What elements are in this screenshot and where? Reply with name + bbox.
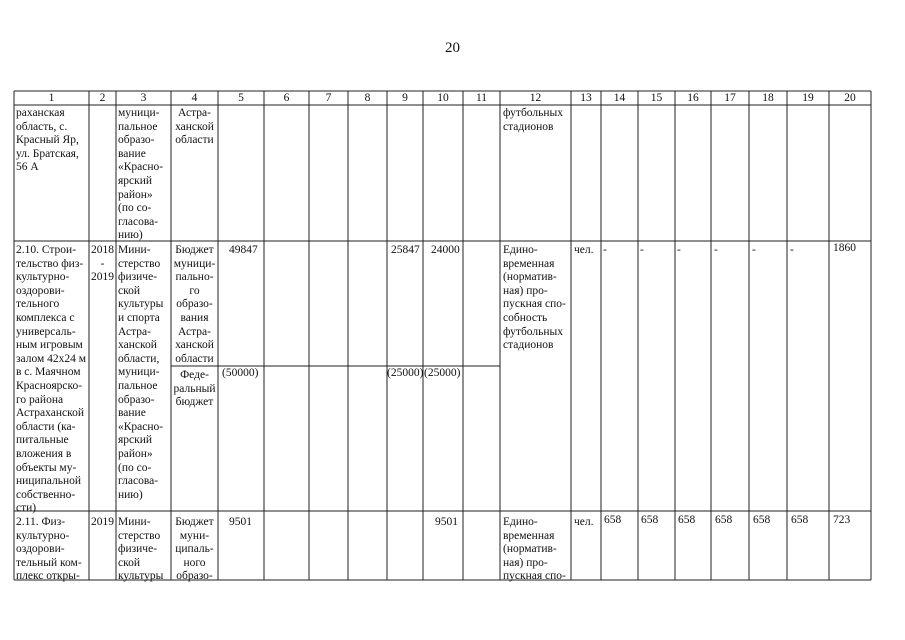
col-header-16: 16 (687, 92, 699, 104)
row-2-11-source: Бюджет муни- ципаль- ного образо- (175, 516, 214, 583)
row-2-11-value-19: 658 (791, 514, 809, 526)
col-header-14: 14 (613, 92, 626, 104)
row-2-11-unit: чел. (574, 516, 594, 528)
row-2-11-value-17: 658 (715, 514, 733, 526)
row-2-10-2018-federal: (25000) (387, 367, 424, 379)
col-header-10: 10 (437, 92, 449, 104)
row-2-10-total-federal: (50000) (222, 367, 259, 379)
row-2-10-2019-local: 24000 (431, 244, 460, 256)
row-2-10-indicator: Едино- временная (норматив- ная) про- пускная спо- собность футбольных стадионов (503, 244, 566, 352)
row-2-11-value-15: 658 (641, 514, 659, 526)
cont-row-indicator: футбольных стадионов (503, 107, 564, 133)
row-2-10-years: 2018 - 2019 (91, 244, 114, 284)
row-2-11-indicator: Едино- временная (норматив- ная) про- пускная спо- (503, 516, 566, 583)
row-2-10-unit: чел. (574, 244, 594, 256)
row-2-10-name: 2.10. Строи- тельство физ- культурно- оздорови- тельного комплекса с универсаль- ным игровым залом 42х24 м в с. Маячном Красноярско- го района Астраханской области (ка- питальные вложения в объекты му- ниципальной собственно- сти) (16, 244, 87, 515)
row-2-11-value-18: 658 (753, 514, 771, 526)
cont-row-address: раханская область, с. Красный Яр, ул. Братская, 56 А (16, 107, 79, 174)
row-2-11-executor: Мини- стерство физиче- ской культуры (118, 516, 164, 583)
col-header-1: 1 (48, 92, 55, 104)
row-2-11-value-14: 658 (604, 514, 622, 526)
row-2-10-2019-federal: (25000) (424, 367, 461, 379)
col-header-7: 7 (325, 92, 332, 104)
col-header-2: 2 (99, 92, 106, 104)
col-header-5: 5 (238, 92, 244, 104)
row-2-10-value-14: - (603, 244, 607, 256)
col-header-12: 12 (529, 92, 542, 104)
row-2-11-value-20: 723 (833, 514, 851, 526)
row-2-11-years: 2019 (91, 516, 114, 528)
page-number: 20 (445, 40, 460, 56)
col-header-3: 3 (140, 92, 147, 104)
col-header-15: 15 (650, 92, 663, 104)
col-header-18: 18 (762, 92, 774, 104)
col-header-4: 4 (191, 92, 198, 104)
row-2-10-source-federal: Феде- ральный бюджет (173, 369, 216, 409)
col-header-8: 8 (364, 92, 371, 104)
row-2-10-value-19: - (790, 244, 794, 256)
col-header-17: 17 (724, 92, 736, 104)
col-header-9: 9 (402, 92, 408, 104)
row-2-10-source-local: Бюджет муници- пально- го образо- вания Астра- ханской области (173, 244, 216, 365)
cont-row-source: Астра- ханской области (175, 107, 214, 147)
row-2-10-2018-local: 25847 (391, 244, 420, 256)
col-header-11: 11 (475, 92, 488, 104)
row-2-10-value-16: - (677, 244, 681, 256)
row-2-10-value-20: 1860 (833, 242, 856, 254)
row-2-10-total-local: 49847 (229, 244, 258, 256)
row-2-10-value-18: - (752, 244, 756, 256)
col-header-6: 6 (283, 92, 290, 104)
row-2-11-name: 2.11. Физ- культурно- оздорови- тельный ком- плекс откры- (16, 516, 82, 583)
row-2-11-2019: 9501 (435, 516, 458, 528)
row-2-10-executor: Мини- стерство физиче- ской культуры и спорта Астра- ханской области, муници- пальное образо- вание «Красно- ярский район» (по со- гласова- нию) (118, 244, 164, 501)
row-2-11-total: 9501 (229, 516, 252, 528)
cont-row-executor: муници- пальное образо- вание «Красно- ярский район» (по со- гласова- нию) (118, 107, 164, 242)
row-2-10-value-15: - (640, 244, 644, 256)
row-2-10-value-17: - (714, 244, 718, 256)
row-2-11-value-16: 658 (678, 514, 696, 526)
col-header-13: 13 (580, 92, 592, 104)
col-header-19: 19 (802, 92, 814, 104)
col-header-20: 20 (844, 92, 856, 104)
